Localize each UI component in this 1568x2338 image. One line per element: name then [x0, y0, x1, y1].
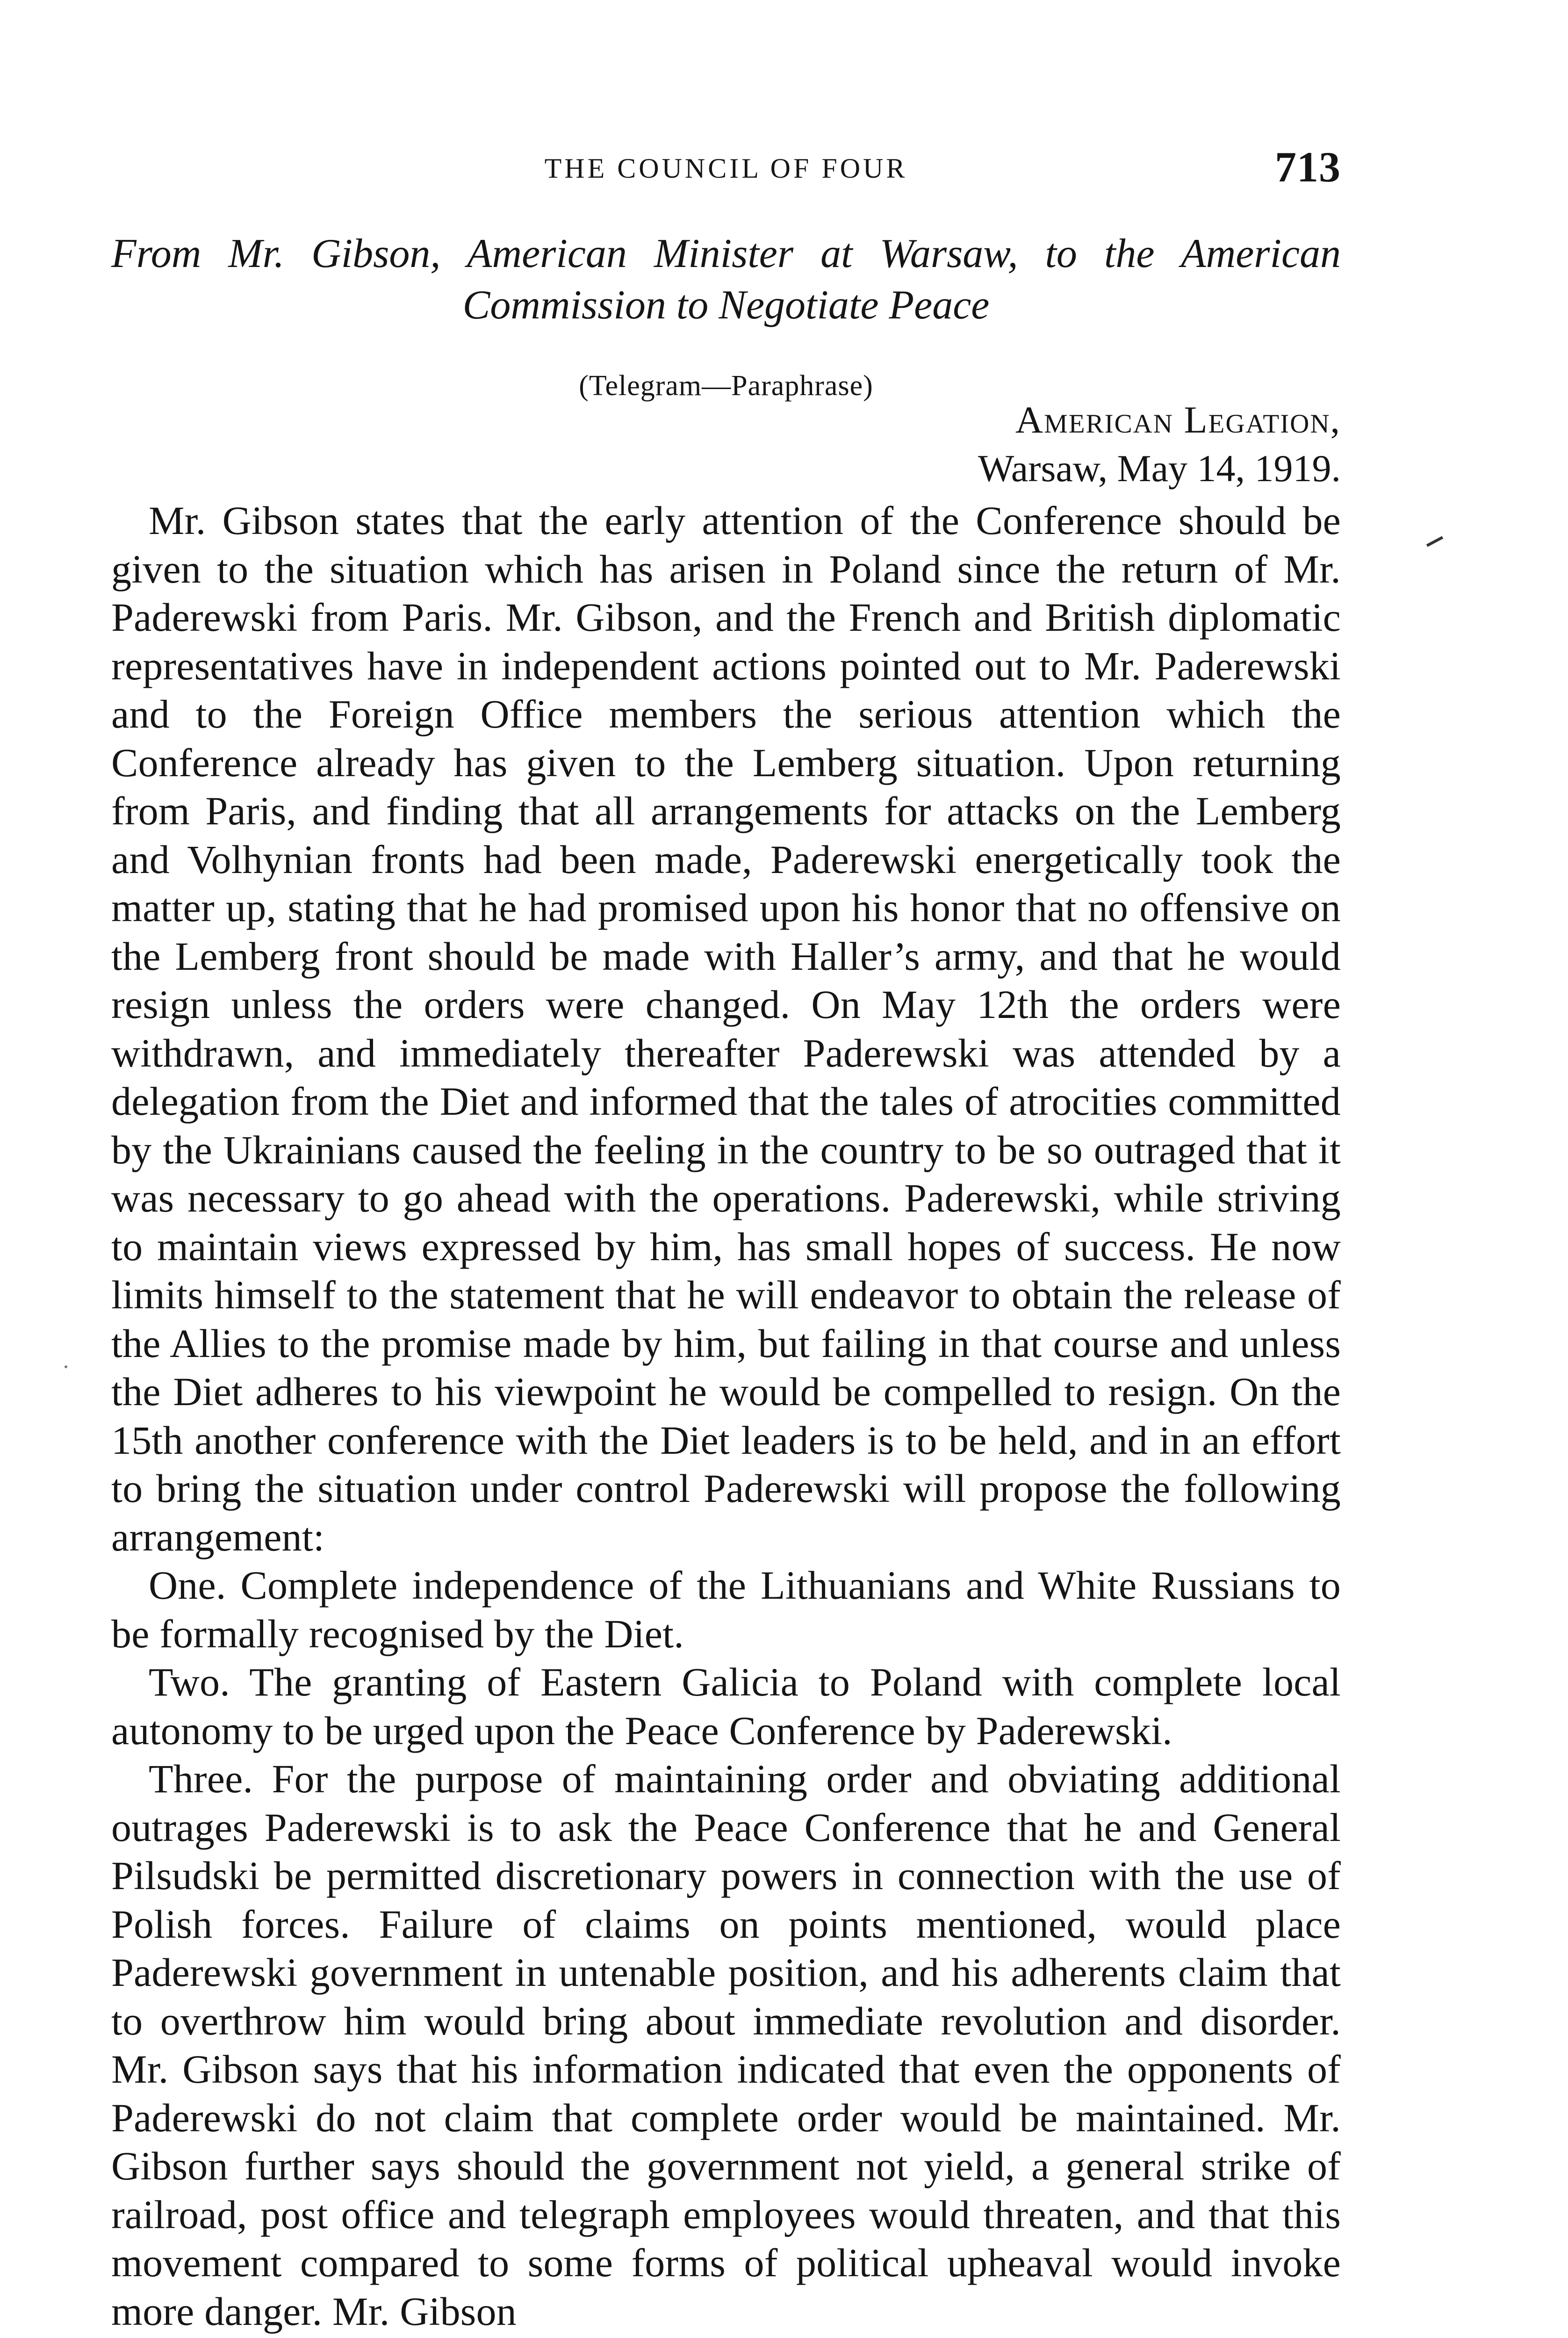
dateline-city-date: Warsaw, May 14, 1919.	[978, 447, 1341, 490]
document-heading	[111, 228, 1341, 331]
heading-line-1: From Mr. Gibson, American Minister at Warsaw, to the American	[111, 231, 1341, 276]
running-title: THE COUNCIL OF FOUR	[544, 153, 908, 184]
paragraph-two: Two. The granting of Eastern Galicia to Poland with complete local autonomy to be urged upon the Peace Conference by Paderewski.	[111, 1660, 1341, 1753]
heading-line-2: Commission to Negotiate Peace	[462, 282, 990, 328]
body-text	[111, 497, 1341, 2336]
telegram-note: (Telegram—Paraphrase)	[579, 370, 873, 402]
dateline	[978, 396, 1341, 493]
margin-dot-mark	[65, 1365, 67, 1368]
running-head	[111, 143, 1341, 199]
paragraph-three: Three. For the purpose of maintaining order and obviating additional outrages Paderewski is to ask the Peace Conference that he and General Pilsudski be permitted discretionary powers in connection with the use of Polish forces. Failure of claims on points mentioned, would place Paderewski government in untenable position, and his adherents claim that to overthrow him would bring about immediate revolution and disorder. Mr. Gibson says that his information indicated that even the opponents of Paderewski do not claim that complete order would be maintained. Mr. Gibson further says should the government not yield, a general strike of railroad, post office and telegraph employees would threaten, and that this movement compared to some forms of political upheaval would invoke more danger. Mr. Gibson	[111, 1756, 1341, 2334]
margin-pencil-mark	[1426, 536, 1443, 547]
page-number: 713	[1275, 143, 1341, 191]
dateline-place: American Legation,	[1015, 398, 1341, 441]
paragraph-one: One. Complete independence of the Lithuanians and White Russians to be formally recognised by the Diet.	[111, 1563, 1341, 1656]
paragraph-main: Mr. Gibson states that the early attention of the Conference should be given to the situation which has arisen in Poland since the return of Mr. Paderewski from Paris. Mr. Gibson, and the French and British diplomatic representatives have in independent actions pointed out to Mr. Paderewski and to the Foreign Office members the serious attention which the Conference already has given to the Lemberg situation. Upon returning from Paris, and finding that all arrangements for attacks on the Lemberg and Volhynian fronts had been made, Paderewski energetically took the matter up, stating that he had promised upon his honor that no offensive on the Lemberg front should be made with Haller’s army, and that he would resign unless the orders were changed. On May 12th the orders were withdrawn, and immediately thereafter Paderewski was attended by a delegation from the Diet and informed that the tales of atrocities committed by the Ukrainians caused the feeling in the country to be so outraged that it was necessary to go ahead with the operations. Paderewski, while striving to maintain views expressed by him, has small hopes of success. He now limits himself to the statement that he will endeavor to obtain the release of the Allies to the promise made by him, but failing in that course and unless the Diet adheres to his viewpoint he would be compelled to resign. On the 15th another conference with the Diet leaders is to be held, and in an effort to bring the situation under control Paderewski will propose the following arrangement:	[111, 498, 1341, 1559]
